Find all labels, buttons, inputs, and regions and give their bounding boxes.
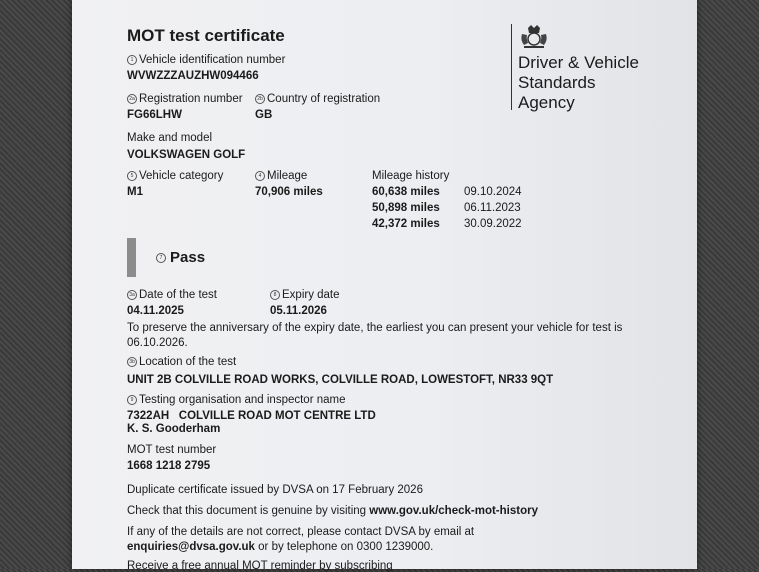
test-date-value: 04.11.2025 [127,305,184,317]
mileage-history-date: 06.11.2023 [464,202,521,214]
country-value: GB [255,109,273,121]
mot-certificate [72,0,697,572]
test-date-label: 3a Date of the test [127,289,217,301]
registration-label: 2a Registration number [127,93,243,105]
vehicle-category-label: 5 Vehicle category [127,170,223,182]
testing-org-value: 7322AH COLVILLE ROAD MOT CENTRE LTD [127,410,376,422]
vin-label: 1 Vehicle identification number [127,54,285,66]
agency-line: Agency [518,93,575,112]
field-number: 7 [156,253,166,263]
expiry-date-value: 05.11.2026 [270,305,327,317]
agency-line: Driver & Vehicle [518,53,639,72]
make-model-value: VOLKSWAGEN GOLF [127,149,246,161]
make-model-label: Make and model [127,132,213,144]
mileage-history-date: 30.09.2022 [464,218,522,230]
testing-org-label: 9 Testing organisation and inspector name [127,394,346,406]
mileage-history-miles: 60,638 miles [372,186,440,198]
field-number: 3b [127,357,137,367]
field-number: 2b [255,94,265,104]
pass-status-bar [127,238,136,277]
mileage-history-miles: 42,372 miles [372,218,440,230]
agency-divider [511,24,512,110]
preserve-note-date: 06.10.2026. [127,337,188,349]
field-number: 5 [127,171,137,181]
mileage-history-miles: 50,898 miles [372,202,440,214]
vin-value: WVWZZZAUZHW094466 [127,70,259,82]
vehicle-category-value: M1 [127,186,143,198]
mileage-value: 70,906 miles [255,186,323,198]
check-mot-link[interactable]: www.gov.uk/check-mot-history [369,505,538,517]
test-number-label: MOT test number [127,444,217,456]
field-number: 9 [127,395,137,405]
pass-label: Pass [170,249,206,266]
contact-email-link[interactable]: enquiries@dvsa.gov.uk [127,541,255,553]
registration-value: FG66LHW [127,109,182,121]
check-note: Check that this document is genuine by visiting www.gov.uk/check-mot-history [127,505,538,517]
contact-details: enquiries@dvsa.gov.uk or by telephone on 0300 1239000. [127,541,434,553]
mileage-history-date: 09.10.2024 [464,186,522,198]
royal-crest-icon [518,24,550,50]
location-value: UNIT 2B COLVILLE ROAD WORKS, COLVILLE ROAD, LOWESTOFT, NR33 9QT [127,374,554,386]
field-number: 4 [255,171,265,181]
field-number: 8 [270,290,280,300]
contact-note: If any of the details are not correct, please contact DVSA by email at [127,526,475,538]
field-number: 1 [127,55,137,65]
agency-line: Standards [518,73,596,92]
country-label: 2b Country of registration [255,93,380,105]
location-label: 3b Location of the test [127,356,236,368]
test-number-value: 1668 1218 2795 [127,460,211,472]
field-number: 3a [127,290,137,300]
agency-name [518,53,639,113]
mileage-history-label: Mileage history [372,170,450,182]
mileage-label: 4 Mileage [255,170,307,182]
inspector-name: K. S. Gooderham [127,423,221,435]
duplicate-note: Duplicate certificate issued by DVSA on 17 February 2026 [127,484,423,496]
expiry-date-label: 8 Expiry date [270,289,340,301]
page-title: MOT test certificate [127,26,285,45]
pass-result [156,249,205,266]
field-number: 2a [127,94,137,104]
reminder-note: Receive a free annual MOT reminder by subscribing [127,560,393,572]
preserve-note: To preserve the anniversary of the expiry date, the earliest you can present your vehicle for test is [127,322,623,334]
